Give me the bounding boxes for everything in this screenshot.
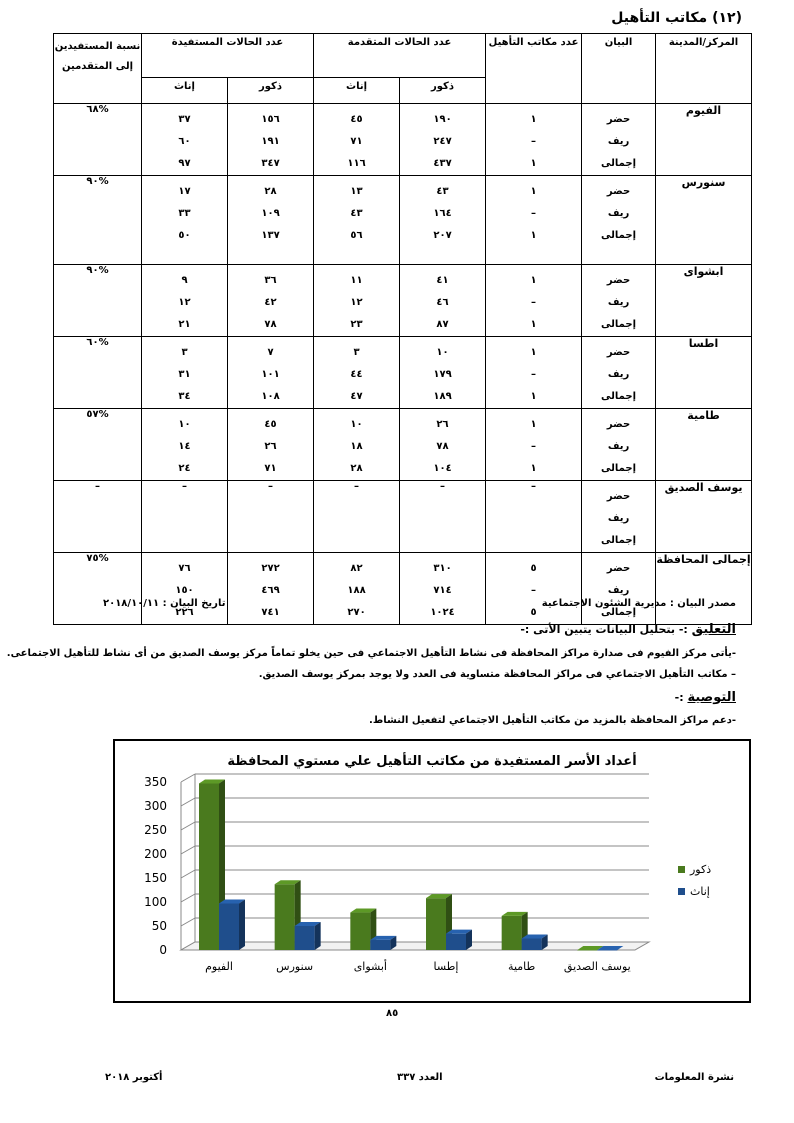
gridline-side [181, 894, 195, 902]
app_m-cell-value: ٨٧ [436, 319, 449, 330]
statement-cell-value: حضر [606, 186, 631, 197]
app_f-cell-value: ١١ [350, 275, 363, 286]
statement-cell-value: إجمالى [601, 319, 637, 330]
y-tick-label: 0 [159, 943, 167, 957]
ben_f-cell: – [142, 481, 228, 553]
app_f-cell-value: ٢٨ [350, 463, 363, 474]
city-name: طامية [656, 409, 752, 481]
ben_m-cell-value: ٢٦ [264, 441, 277, 452]
statement-cell-value: ريف [607, 513, 630, 524]
header-statement: البيان [582, 34, 656, 104]
data-date: تاريخ البيان : ٢٠١٨/١٠/١١ [103, 598, 226, 609]
app_f-cell-value: ٤٧ [350, 391, 363, 402]
page-title: (١٢) مكاتب التأهيل [611, 10, 742, 26]
city-name: اطسا [656, 337, 752, 409]
app_m-cell [400, 104, 486, 176]
app_f-cell [314, 337, 400, 409]
y-tick-label: 300 [144, 799, 167, 813]
ben_m-cell-value: ٤٢ [264, 297, 277, 308]
ben_f-cell-value: ٢٤ [178, 463, 191, 474]
ben_f-cell-value: ٧٦ [178, 563, 191, 574]
statement-cell-value: إجمالى [601, 391, 637, 402]
statement-cell-value: حضر [606, 347, 631, 358]
ben_m-cell-value: ٤٥ [264, 419, 277, 430]
app_f-cell-value: ٤٤ [350, 369, 363, 380]
app_f-cell-value: ٨٢ [350, 563, 363, 574]
ben_f-cell-value: ١٧ [178, 186, 191, 197]
statement-cell [582, 265, 656, 337]
ben_m-cell-value: ١٠٨ [261, 391, 280, 402]
app_m-cell [400, 409, 486, 481]
ben_m-cell-value: ٣٦ [264, 275, 277, 286]
app_f-cell-value: ١١٦ [347, 158, 366, 169]
city-name: يوسف الصديق [656, 481, 752, 553]
footer-date: أكتوبر ٢٠١٨ [105, 1072, 163, 1083]
ben_f-cell-value: ٣٧ [178, 114, 191, 125]
x-tick-label: إطسا [433, 960, 459, 973]
statement-cell-value: ريف [607, 208, 630, 219]
ben_f-cell-value: ٣١ [178, 369, 191, 380]
ben_m-cell-value: ١٩١ [261, 136, 280, 147]
ben_m-cell-value: ٧١ [264, 463, 277, 474]
statement-cell-value: ريف [607, 297, 630, 308]
bar-female [219, 903, 239, 950]
ben_m-cell-value: ٧ [267, 347, 274, 358]
comment-line-2: – مكاتب التأهيل الاجتماعي فى مراكز المحافظة متساوية فى العدد ولا يوجد بمركز يوسف الصديق. [258, 669, 736, 680]
statement-cell-value: إجمالى [601, 463, 637, 474]
header-ratio: نسبة المستفيدين إلى المتقدمين [54, 34, 142, 104]
offices-cell [486, 553, 582, 625]
x-tick-label: طامية [508, 960, 536, 973]
header-app-female: إناث [314, 78, 400, 104]
city-name: إجمالى المحافظة [656, 553, 752, 625]
offices-cell [486, 265, 582, 337]
ben_m-cell [228, 104, 314, 176]
ben_f-cell-value: ٩٧ [178, 158, 191, 169]
bar-female [295, 926, 315, 950]
beneficiaries-chart [113, 739, 751, 1003]
bar-male [426, 898, 446, 950]
ben_f-cell-value: ٢٢٦ [175, 607, 194, 618]
offices-cell-value: – [531, 585, 537, 596]
ben_f-cell-value: ١٤ [178, 441, 191, 452]
bar-male [350, 913, 370, 950]
x-tick-label: أبشواى [353, 960, 387, 973]
comment-line-1: -يأتى مركز الفيوم فى صدارة مراكز المحافظة فى نشاط التأهيل الاجتماعي فى حين يخلو تماماً مركز يوسف الصديق من أى نشاط للتأهيل الاجتماعى. [6, 648, 736, 659]
ratio-cell: %٥٧ [54, 409, 142, 481]
app_m-cell: – [400, 481, 486, 553]
ben_m-cell-value: ١٥٦ [261, 114, 280, 125]
legend-swatch [678, 888, 685, 895]
city-name: الفيوم [656, 104, 752, 176]
y-tick-label: 250 [144, 823, 167, 837]
ben_m-cell [228, 265, 314, 337]
app_m-cell [400, 176, 486, 265]
ben_m-cell-value: ٤٦٩ [261, 585, 280, 596]
ben_f-cell [142, 104, 228, 176]
comment-intro: :- بتحليل البيانات يتبين الأتى :- [520, 623, 688, 636]
ratio-cell: %٦٠ [54, 337, 142, 409]
bar-male [275, 884, 295, 950]
statement-cell [582, 337, 656, 409]
offices-cell-value: ١ [530, 463, 537, 474]
legend-label: إناث [690, 885, 710, 898]
ben_m-cell-value: ٢٧٢ [261, 563, 280, 574]
city-name: ابشواى [656, 265, 752, 337]
bar-female [446, 934, 466, 950]
statement-cell [582, 553, 656, 625]
ben_f-cell [142, 176, 228, 265]
offices-cell-value: ٥ [530, 563, 537, 574]
app_f-cell-value: ٥٦ [350, 230, 363, 241]
statement-cell-value: إجمالى [601, 535, 637, 546]
app_m-cell-value: ١٦٤ [433, 208, 452, 219]
ratio-cell: %٧٥ [54, 553, 142, 625]
ratio-cell: %٦٨ [54, 104, 142, 176]
table-row [54, 553, 752, 625]
app_f-cell-value: ٣ [353, 347, 360, 358]
recommend-heading [675, 690, 736, 705]
data-source: مصدر البيان : مديرية الشئون الاجتماعية [541, 598, 736, 609]
ratio-cell: %٩٠ [54, 265, 142, 337]
offices-cell-value: ١ [530, 186, 537, 197]
app_m-cell-value: ٢٤٧ [433, 136, 452, 147]
comment-heading [520, 622, 736, 637]
offices-cell-value: – [531, 297, 537, 308]
app_f-cell-value: ١٨٨ [347, 585, 366, 596]
legend-label: ذكور [690, 863, 712, 876]
offices-cell-value: – [531, 208, 537, 219]
bar-side [239, 899, 245, 950]
table-row [54, 104, 752, 176]
app_m-cell-value: ١٠٢٤ [430, 607, 455, 618]
header-ben-female: إناث [142, 78, 228, 104]
offices-cell-value: ١ [530, 319, 537, 330]
gridline-side [181, 870, 195, 878]
chart-title: أعداد الأسر المستفيدة من مكاتب التأهيل علي مستوي المحافظة [227, 754, 637, 769]
ratio-cell: – [54, 481, 142, 553]
ben_f-cell [142, 553, 228, 625]
bar-female [522, 938, 542, 950]
header-applicants: عدد الحالات المتقدمة [314, 34, 486, 78]
offices-cell-value: ١ [530, 158, 537, 169]
table-row [54, 481, 752, 553]
offices-cell-value: ١ [530, 419, 537, 430]
ben_f-cell-value: ١٠ [178, 419, 191, 430]
statement-cell-value: ريف [607, 441, 630, 452]
app_f-cell [314, 409, 400, 481]
ratio-cell: %٩٠ [54, 176, 142, 265]
offices-cell [486, 409, 582, 481]
gridline-side [181, 846, 195, 854]
offices-cell [486, 176, 582, 265]
app_f-cell-value: ٧١ [350, 136, 363, 147]
app_m-cell-value: ١٠٤ [433, 463, 452, 474]
app_m-cell-value: ٤٣ [436, 186, 449, 197]
app_f-cell-value: ٢٣ [350, 319, 363, 330]
offices-cell-value: ١ [530, 391, 537, 402]
table-row [54, 265, 752, 337]
ben_m-cell-value: ١٣٧ [261, 230, 280, 241]
ben_f-cell [142, 265, 228, 337]
ben_f-cell-value: ١٢ [178, 297, 191, 308]
ben_f-cell-value: ١٥٠ [175, 585, 194, 596]
statement-cell-value: حضر [606, 563, 631, 574]
ben_m-cell [228, 409, 314, 481]
header-ben-male: ذكور [228, 78, 314, 104]
app_f-cell-value: ٤٥ [350, 114, 363, 125]
app_f-cell-value: ٤٣ [350, 208, 363, 219]
footer-issue: العدد ٣٣٧ [397, 1072, 443, 1083]
header-beneficiaries: عدد الحالات المستفيدة [142, 34, 314, 78]
app_m-cell-value: ٤١ [436, 275, 449, 286]
app_f-cell-value: ١٠ [350, 419, 363, 430]
app_m-cell-value: ١٧٩ [433, 369, 452, 380]
app_m-cell-value: ١٠ [436, 347, 449, 358]
gridline-side [181, 822, 195, 830]
table-row [54, 409, 752, 481]
statement-cell-value: حضر [606, 419, 631, 430]
offices-cell-value: ١ [530, 230, 537, 241]
header-app-male: ذكور [400, 78, 486, 104]
recommend-suffix: :- [674, 691, 684, 704]
ben_m-cell-value: ١٠٩ [261, 208, 280, 219]
offices-cell-value: – [531, 441, 537, 452]
header-offices: عدد مكاتب التأهيل [486, 34, 582, 104]
y-tick-label: 150 [144, 871, 167, 885]
ben_f-cell-value: ٥٠ [178, 230, 191, 241]
bar-female [370, 940, 390, 950]
app_m-cell [400, 553, 486, 625]
app_m-cell [400, 337, 486, 409]
ben_m-cell-value: ٧٤١ [261, 607, 280, 618]
x-tick-label: الفيوم [205, 960, 233, 973]
statement-cell [582, 481, 656, 553]
ben_m-cell-value: ٧٨ [264, 319, 277, 330]
statement-cell-value: ريف [607, 136, 630, 147]
y-tick-label: 200 [144, 847, 167, 861]
recommend-line-1: -دعم مراكز المحافظة بالمزيد من مكاتب التأهيل الاجتماعي لتفعيل النشاط. [369, 715, 736, 726]
table-row [54, 176, 752, 265]
rehab-offices-table [53, 33, 752, 625]
comment-title: التعليق [691, 622, 736, 637]
offices-cell-value: ٥ [530, 607, 537, 618]
app_m-cell-value: ٤٣٧ [433, 158, 452, 169]
statement-cell-value: إجمالى [601, 230, 637, 241]
app_m-cell-value: ١٩٠ [433, 114, 452, 125]
bar-side [315, 922, 321, 950]
gridline-side [181, 774, 195, 782]
app_m-cell-value: ٤٦ [436, 297, 449, 308]
app_f-cell [314, 265, 400, 337]
offices-cell-value: ١ [530, 347, 537, 358]
x-tick-label: يوسف الصديق [563, 960, 631, 973]
offices-cell-value: ١ [530, 275, 537, 286]
x-tick-label: سنورس [276, 960, 314, 973]
ben_m-cell [228, 337, 314, 409]
ben_m-cell-value: ١٠١ [261, 369, 280, 380]
chart-svg [115, 741, 749, 1001]
app_m-cell-value: ٢٠٧ [433, 230, 452, 241]
chart-floor [181, 942, 649, 950]
statement-cell-value: ريف [607, 585, 630, 596]
offices-cell: – [486, 481, 582, 553]
ben_f-cell-value: ٩ [181, 275, 188, 286]
ben_f-cell-value: ٣٤ [178, 391, 191, 402]
offices-cell-value: ١ [530, 114, 537, 125]
header-center: المركز/المدينة [656, 34, 752, 104]
y-tick-label: 50 [151, 919, 167, 933]
app_f-cell: – [314, 481, 400, 553]
app_m-cell-value: ٢٦ [436, 419, 449, 430]
bar-male [502, 916, 522, 950]
statement-cell-value: حضر [606, 275, 631, 286]
statement-cell [582, 409, 656, 481]
app_m-cell [400, 265, 486, 337]
statement-cell-value: حضر [606, 114, 631, 125]
offices-cell-value: – [531, 136, 537, 147]
ben_m-cell-value: ٢٨ [264, 186, 277, 197]
app_f-cell [314, 104, 400, 176]
ben_f-cell [142, 337, 228, 409]
bar-male [199, 783, 219, 950]
offices-cell-value: – [531, 369, 537, 380]
footer-publication: نشرة المعلومات [654, 1072, 734, 1083]
app_m-cell-value: ٣١٠ [433, 563, 452, 574]
recommend-title: التوصية [687, 690, 736, 705]
app_m-cell-value: ٧٨ [436, 441, 449, 452]
y-tick-label: 100 [144, 895, 167, 909]
page-number: ٨٥ [386, 1008, 399, 1019]
table-row [54, 337, 752, 409]
y-tick-label: 350 [144, 775, 167, 789]
statement-cell [582, 104, 656, 176]
ben_m-cell [228, 176, 314, 265]
app_f-cell-value: ٢٧٠ [347, 607, 366, 618]
offices-cell [486, 104, 582, 176]
statement-cell-value: حضر [606, 491, 631, 502]
city-name: سنورس [656, 176, 752, 265]
statement-cell-value: إجمالى [601, 607, 637, 618]
ben_m-cell [228, 553, 314, 625]
offices-cell [486, 337, 582, 409]
gridline-side [181, 918, 195, 926]
app_m-cell-value: ٧١٤ [433, 585, 452, 596]
legend-swatch [678, 866, 685, 873]
bar-female [597, 950, 617, 951]
app_f-cell-value: ١٨ [350, 441, 363, 452]
ben_f-cell-value: ٦٠ [178, 136, 191, 147]
ben_f-cell-value: ٣٣ [178, 208, 191, 219]
app_f-cell-value: ١٢ [350, 297, 363, 308]
ben_f-cell-value: ٢١ [178, 319, 191, 330]
ben_m-cell: – [228, 481, 314, 553]
ben_f-cell [142, 409, 228, 481]
gridline-side [181, 798, 195, 806]
app_f-cell [314, 176, 400, 265]
bar-male [577, 950, 597, 951]
app_f-cell [314, 553, 400, 625]
statement-cell-value: ريف [607, 369, 630, 380]
ben_f-cell-value: ٣ [181, 347, 188, 358]
statement-cell [582, 176, 656, 265]
ben_m-cell-value: ٣٤٧ [261, 158, 280, 169]
app_f-cell-value: ١٣ [350, 186, 363, 197]
statement-cell-value: إجمالى [601, 158, 637, 169]
app_m-cell-value: ١٨٩ [433, 391, 452, 402]
